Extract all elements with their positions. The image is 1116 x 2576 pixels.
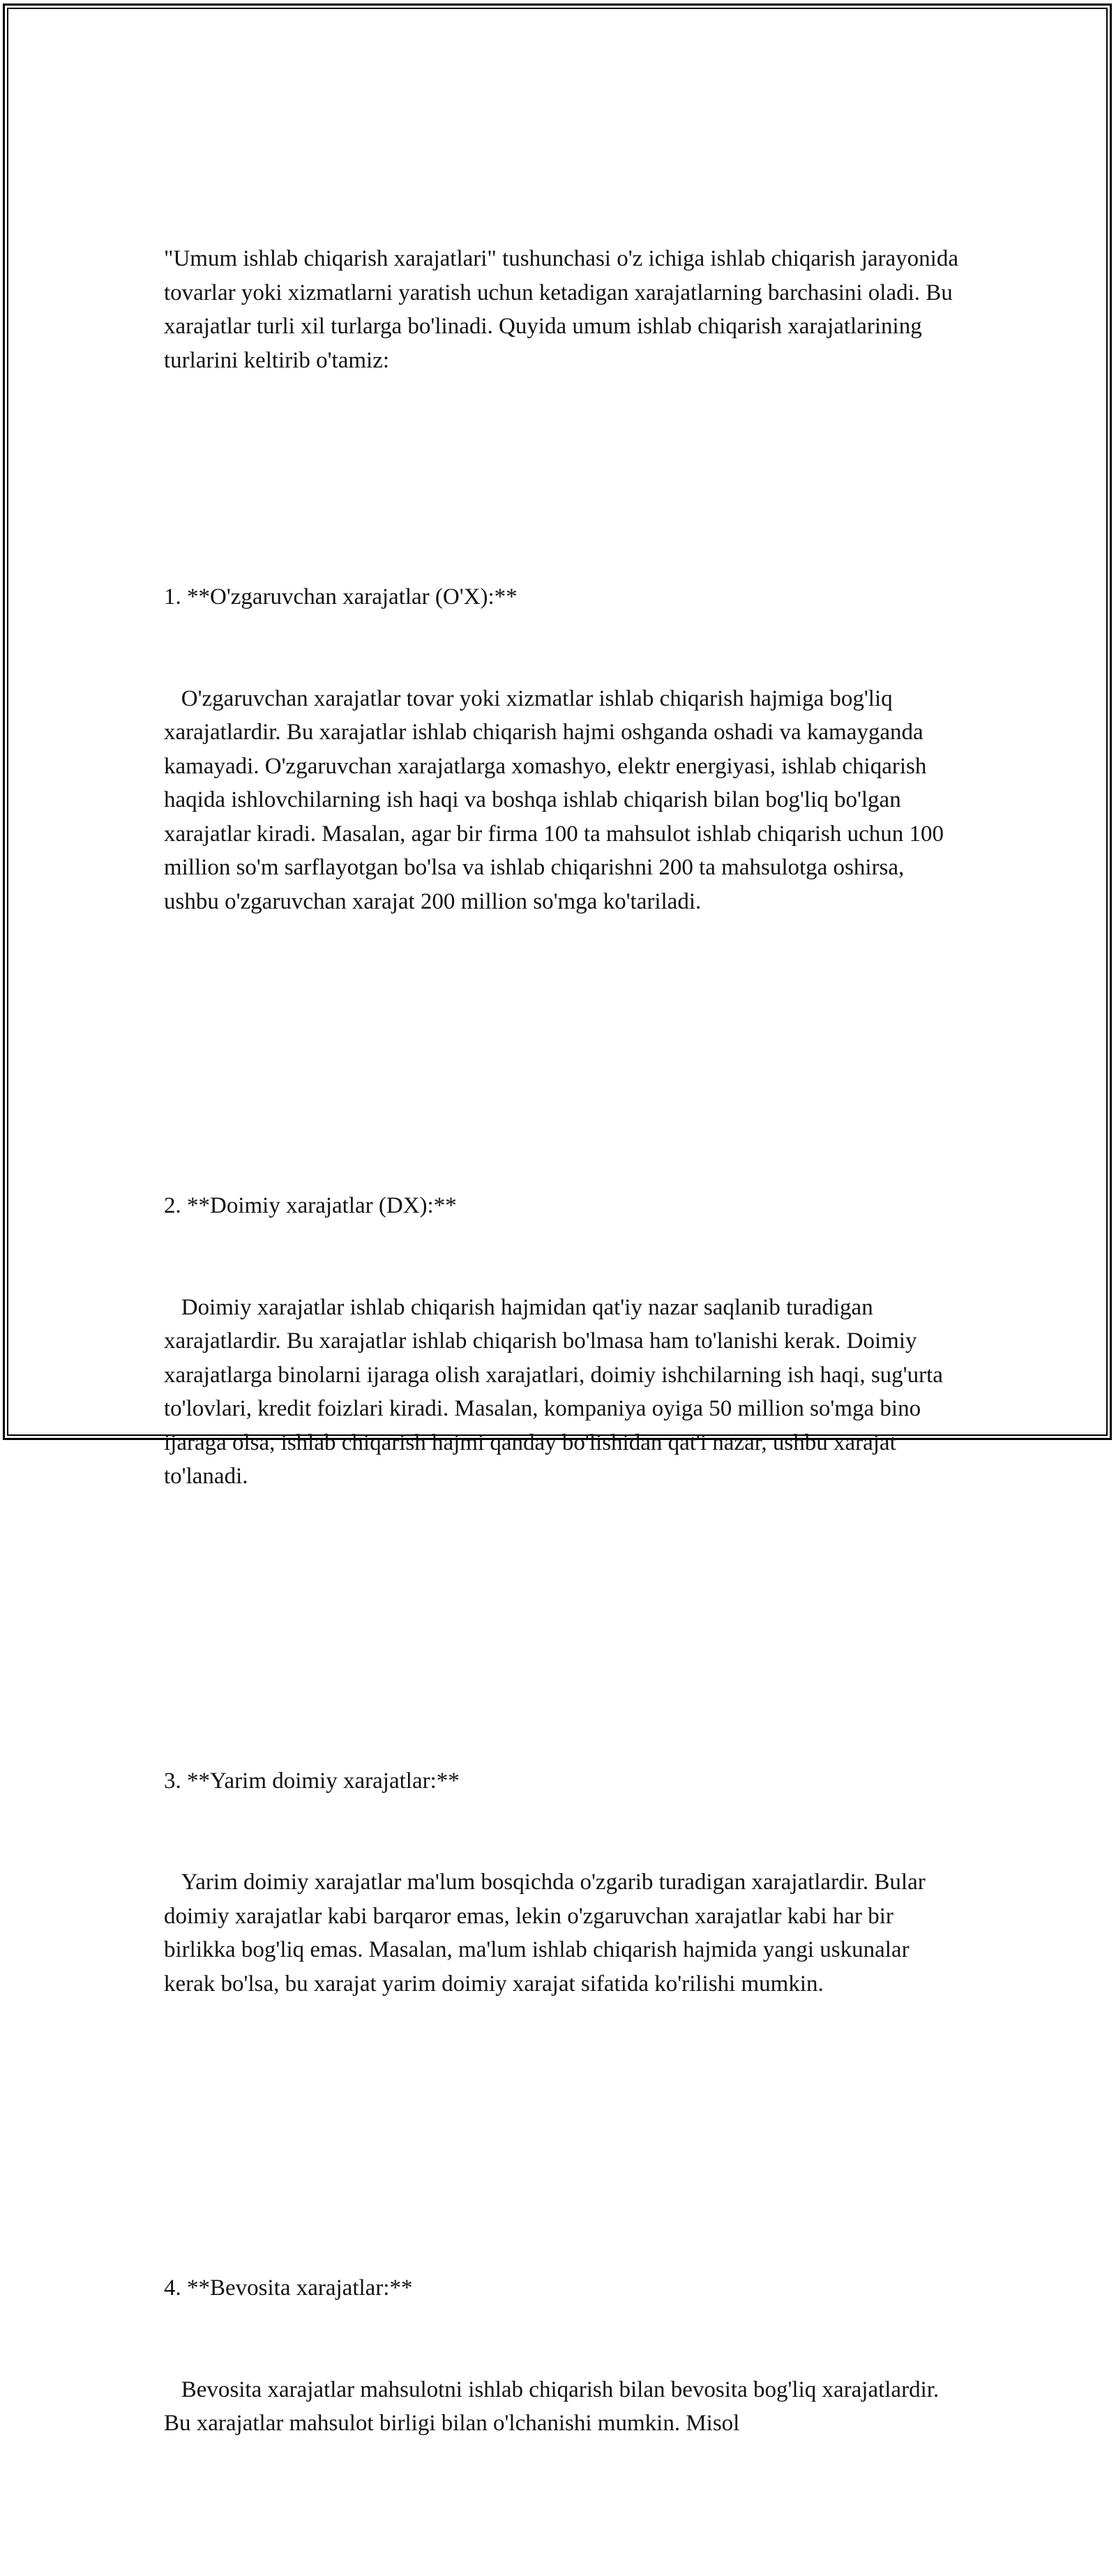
section-variable-costs [164,513,959,986]
document-body [164,174,965,2576]
section-semi-fixed-costs [164,1697,959,2069]
section-heading: 4. **Bevosita xarajatlar:** [164,2275,413,2301]
section-body: Yarim doimiy xarajatlar ma'lum bosqichda o'zgarib turadigan xarajatlardir. Bular doimiy xarajatlar kabi barqaror emas, lekin o'zgaruvchan xarajatlar kabi har bir birlikka bog'liq emas. Masalan, ma'lum ishlab chiqarish hajmida yangi uskunalar kerak bo'lsa, bu xarajat yarim doimiy xarajat sifatida ko'rilishi mumkin. [164,1870,931,1997]
section-body: Doimiy xarajatlar ishlab chiqarish hajmidan qat'iy nazar saqlanib turadigan xarajatlardir. Bu xarajatlar ishlab chiqarish bo'lmasa ham to'lanishi kerak. Doimiy xarajatlarga binolarni ijaraga olish xarajatlari, doimiy ishchilarning ish haqi, sug'urta to'lovlari, kredit foizlari kiradi. Masalan, kompaniya oyiga 50 million so'mga bino ijaraga olsa, ishlab chiqarish hajmi qanday bo'lishidan qat'i nazar, ushbu xarajat to'lanadi. [164,1294,949,1489]
section-fixed-costs [164,1121,959,1561]
section-heading: 1. **O'zgaruvchan xarajatlar (O'X):** [164,584,518,609]
section-heading: 3. **Yarim doimiy xarajatlar:** [164,1768,460,1794]
section-heading: 2. **Doimiy xarajatlar (DX):** [164,1193,457,1218]
section-direct-costs [164,2204,959,2508]
section-body: O'zgaruvchan xarajatlar tovar yoki xizmatlar ishlab chiqarish hajmiga bog'liq xarajatlardir. Bu xarajatlar ishlab chiqarish hajmi oshganda oshadi va kamayganda kamayadi. O'zgaruvchan xarajatlarga xomashyo, elektr energiyasi, ishlab chiqarish haqida ishlovchilarning ish haqi va boshqa ishlab chiqarish bilan bog'liq bo'lgan xarajatlar kiradi. Masalan, agar bir firma 100 ta mahsulot ishlab chiqarish uchun 100 million so'm sarflayotgan bo'lsa va ishlab chiqarishni 200 ta mahsulotga oshirsa, ushbu o'zgaruvchan xarajat 200 million so'mga ko'tariladi. [164,685,950,914]
section-body: Bevosita xarajatlar mahsulotni ishlab chiqarish bilan bevosita bog'liq xarajatlardir. Bu xarajatlar mahsulot birligi bilan o'lchanishi mumkin. Misol [164,2377,945,2436]
intro-paragraph: "Umum ishlab chiqarish xarajatlari" tushunchasi o'z ichiga ishlab chiqarish jarayonida tovarlar yoki xizmatlarni yaratish uchun ketadigan xarajatlarning barchasini oladi. Bu xarajatlar turli xil turlarga bo'linadi. Quyida umum ishlab chiqarish xarajatlarining turlarini keltirib o'tamiz: [164,246,965,373]
